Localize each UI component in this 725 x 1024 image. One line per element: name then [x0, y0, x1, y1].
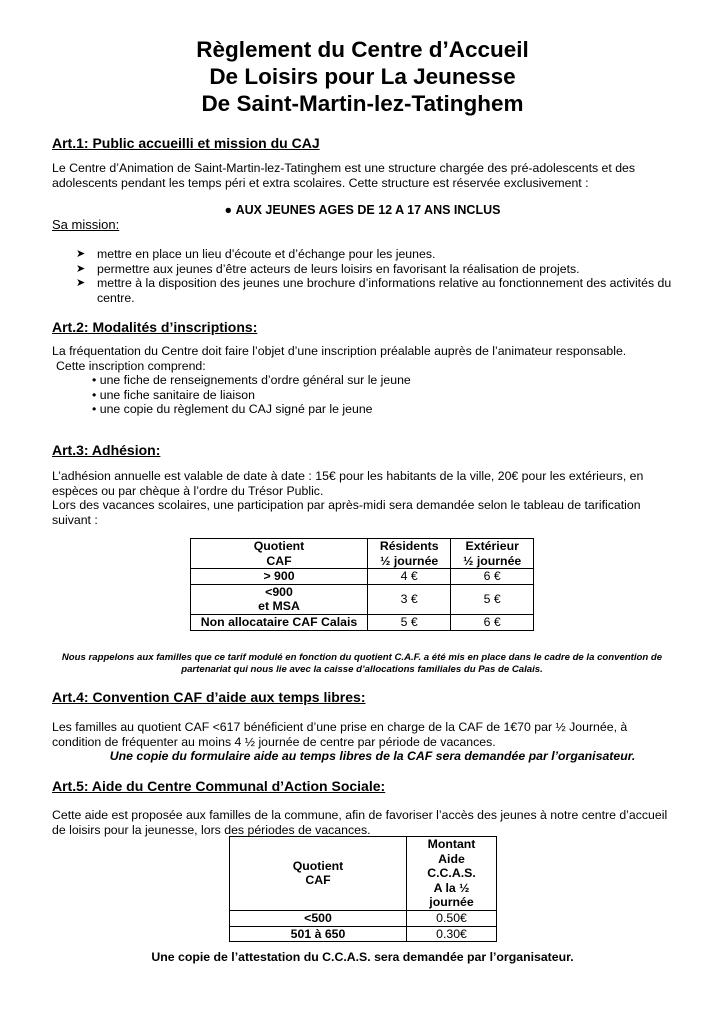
table-row [230, 926, 497, 942]
table-header-cell: Résidents ½ journée [368, 539, 451, 569]
mission-label: Sa mission: [52, 217, 120, 232]
list-item: ➤ permettre aux jeunes d’être acteurs de leurs loisirs en favorisant la réalisation de projets. [76, 261, 580, 276]
table-header-cell: Extérieur ½ journée [451, 539, 534, 569]
arrow-bullet-icon: ➤ [76, 262, 86, 275]
table-cell: 0.30€ [407, 926, 497, 942]
table-cell: <900 et MSA [191, 584, 368, 614]
table-cell: 3 € [368, 584, 451, 614]
table-cell: > 900 [191, 569, 368, 585]
bullet-dot-icon: ● [224, 203, 236, 217]
art3-paragraph-2: Lors des vacances scolaires, une participation par après-midi sera demandée selon le tableau de tarification suivant : [52, 498, 641, 527]
art2-paragraph-2: Cette inscription comprend: [56, 359, 206, 373]
bullet-dot-icon: • [92, 387, 100, 402]
art2-paragraph-1: La fréquentation du Centre doit faire l’objet d’une inscription préalable auprès de l’animateur responsable. [52, 344, 627, 358]
art2-heading: Art.2: Modalités d’inscriptions: [52, 319, 258, 335]
table-cell: Non allocataire CAF Calais [191, 614, 368, 630]
art5-paragraph: Cette aide est proposée aux familles de la commune, afin de favoriser l’accès des jeunes à notre centre d’accueil de loisirs pour la jeunesse, lors des périodes de vacances. [52, 808, 668, 837]
tarif-table [190, 538, 534, 631]
table-row [191, 614, 534, 630]
art4-emphasis: Une copie du formulaire aide au temps libres de la CAF sera demandée par l’organisateur. [109, 749, 636, 763]
list-item: ➤ mettre à la disposition des jeunes une brochure d’informations relative au fonctionnement des activités du centre. [76, 276, 672, 305]
table-cell: 6 € [451, 614, 534, 630]
art1-highlight-text: AUX JEUNES AGES DE 12 A 17 ANS INCLUS [235, 203, 501, 217]
art1-heading: Art.1: Public accueilli et mission du CAJ [52, 135, 320, 151]
table-cell: 5 € [451, 584, 534, 614]
list-item: • une fiche de renseignements d’ordre général sur le jeune [92, 373, 411, 387]
art4-heading: Art.4: Convention CAF d’aide aux temps libres: [52, 689, 366, 705]
table-cell: 501 à 650 [230, 926, 407, 942]
table-cell: 0.50€ [407, 910, 497, 926]
table-header-row [230, 837, 497, 911]
art5-heading: Art.5: Aide du Centre Communal d’Action Sociale: [52, 778, 386, 794]
bullet-dot-icon: • [92, 402, 100, 417]
art3-paragraph-1: L’adhésion annuelle est valable de date à date : 15€ pour les habitants de la ville, 20€ pour les extérieurs, en espèces ou par chèque à l’ordre du Trésor Public. [52, 469, 644, 498]
title-line-3: De Saint-Martin-lez-Tatinghem [201, 91, 524, 116]
table-header-cell: Quotient CAF [191, 539, 368, 569]
art3-heading: Art.3: Adhésion: [52, 442, 161, 458]
art5-footer: Une copie de l’attestation du C.C.A.S. sera demandée par l’organisateur. [151, 950, 574, 964]
table-cell: 4 € [368, 569, 451, 585]
list-item: • une fiche sanitaire de liaison [92, 387, 255, 402]
arrow-bullet-icon: ➤ [76, 248, 86, 260]
table-row [191, 569, 534, 585]
art4-paragraph: Les familles au quotient CAF <617 bénéficient d’une prise en charge de la CAF de 1€70 par ½ Journée, à condition de fréquenter au moins 4 ½ journée de centre par période de vacances. [52, 720, 628, 749]
list-item: • une copie du règlement du CAJ signé par le jeune [92, 402, 373, 417]
art1-highlight [0, 203, 725, 217]
title-line-1: Règlement du Centre d’Accueil [196, 37, 529, 62]
table-row [230, 910, 497, 926]
table-cell: <500 [230, 910, 407, 926]
bullet-dot-icon: • [92, 373, 100, 387]
table-header-cell: Montant Aide C.C.A.S. A la ½ journée [407, 837, 497, 911]
page-title [0, 36, 725, 117]
arrow-bullet-icon: ➤ [76, 277, 86, 290]
table-header-row [191, 539, 534, 569]
art2-list [92, 373, 411, 417]
list-item: ➤ mettre en place un lieu d’écoute et d’échange pour les jeunes. [76, 247, 436, 261]
mission-list [76, 247, 676, 305]
art3-note: Nous rappelons aux familles que ce tarif modulé en fonction du quotient C.A.F. a été mis en place dans le cadre de la convention de partenariat qui nous lie avec la caisse d’allocations familiales du Pas de Calais. [61, 652, 663, 675]
ccas-table [229, 836, 497, 942]
table-row [191, 584, 534, 614]
title-line-2: De Loisirs pour La Jeunesse [209, 64, 516, 89]
table-cell: 5 € [368, 614, 451, 630]
art1-paragraph: Le Centre d’Animation de Saint-Martin-lez-Tatinghem est une structure chargée des pré-adolescents et des adolescents pendant les temps péri et extra scolaires. Cette structure est réservée exclusivement : [52, 161, 636, 190]
table-header-cell: Quotient CAF [230, 837, 407, 911]
table-cell: 6 € [451, 569, 534, 585]
